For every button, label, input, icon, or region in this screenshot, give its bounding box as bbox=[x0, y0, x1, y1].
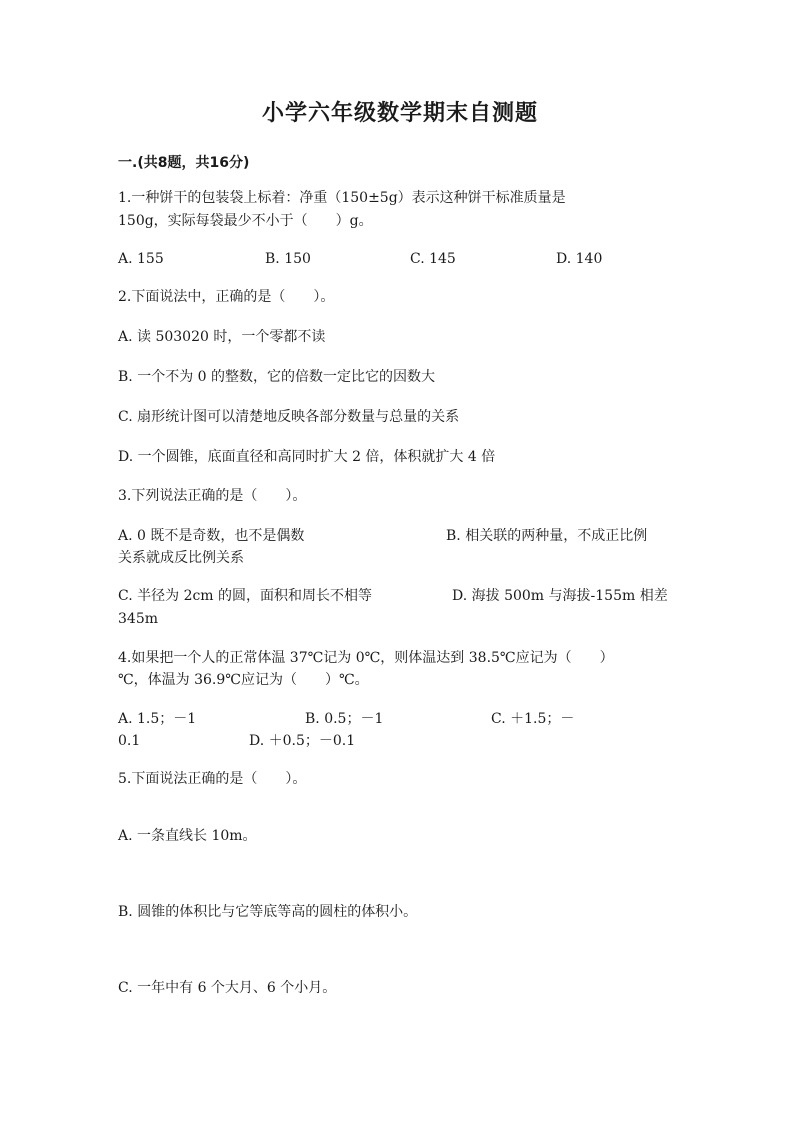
q5-option-a: A. 一条直线长 10m。 bbox=[118, 828, 257, 844]
q1-option-c: C. 145 bbox=[410, 251, 456, 267]
q3-option-b-line1: B. 相关联的两种量，不成正比例 bbox=[446, 528, 648, 544]
q2-option-d: D. 一个圆锥，底面直径和高同时扩大 2 倍，体积就扩大 4 倍 bbox=[118, 449, 496, 465]
q3-option-a: A. 0 既不是奇数，也不是偶数 bbox=[118, 528, 305, 544]
q5-option-c: C. 一年中有 6 个大月、6 个小月。 bbox=[118, 980, 337, 996]
section-heading: 一.(共8题，共16分) bbox=[118, 155, 250, 171]
q1-stem-line2: 150g，实际每袋最少不小于（ ）g。 bbox=[118, 213, 373, 229]
q4-option-b: B. 0.5；－1 bbox=[305, 711, 384, 727]
q5-option-b: B. 圆锥的体积比与它等底等高的圆柱的体积小。 bbox=[118, 904, 418, 920]
q3-option-d-line1: D. 海拔 500m 与海拔-155m 相差 bbox=[452, 588, 668, 604]
q2-option-b: B. 一个不为 0 的整数，它的倍数一定比它的因数大 bbox=[118, 369, 435, 385]
q4-option-c-line1: C. ＋1.5；－ bbox=[491, 711, 575, 727]
q1-option-a: A. 155 bbox=[118, 251, 164, 267]
q1-stem-line1: 1.一种饼干的包装袋上标着：净重（150±5g）表示这种饼干标准质量是 bbox=[118, 190, 566, 206]
q3-stem: 3.下列说法正确的是（ ）。 bbox=[118, 488, 307, 504]
q4-option-d: D. ＋0.5；－0.1 bbox=[249, 733, 356, 749]
q2-stem: 2.下面说法中，正确的是（ ）。 bbox=[118, 289, 335, 305]
q3-option-c: C. 半径为 2cm 的圆，面积和周长不相等 bbox=[118, 588, 373, 604]
q1-option-b: B. 150 bbox=[265, 251, 311, 267]
q2-option-a: A. 读 503020 时，一个零都不读 bbox=[118, 329, 326, 345]
q4-option-c-line2: 0.1 bbox=[118, 733, 141, 749]
q4-stem-line2: ℃，体温为 36.9℃应记为（ ）℃。 bbox=[118, 672, 369, 688]
q2-option-c: C. 扇形统计图可以清楚地反映各部分数量与总量的关系 bbox=[118, 409, 460, 425]
q3-option-d-line2: 345m bbox=[118, 611, 158, 627]
exam-title: 小学六年级数学期末自测题 bbox=[261, 101, 538, 126]
q3-option-b-line2: 关系就成反比例关系 bbox=[118, 550, 244, 566]
q4-stem-line1: 4.如果把一个人的正常体温 37℃记为 0℃，则体温达到 38.5℃应记为（ ） bbox=[118, 650, 614, 666]
q1-option-d: D. 140 bbox=[556, 251, 603, 267]
q4-option-a: A. 1.5；－1 bbox=[118, 711, 197, 727]
q5-stem: 5.下面说法正确的是（ ）。 bbox=[118, 771, 307, 787]
